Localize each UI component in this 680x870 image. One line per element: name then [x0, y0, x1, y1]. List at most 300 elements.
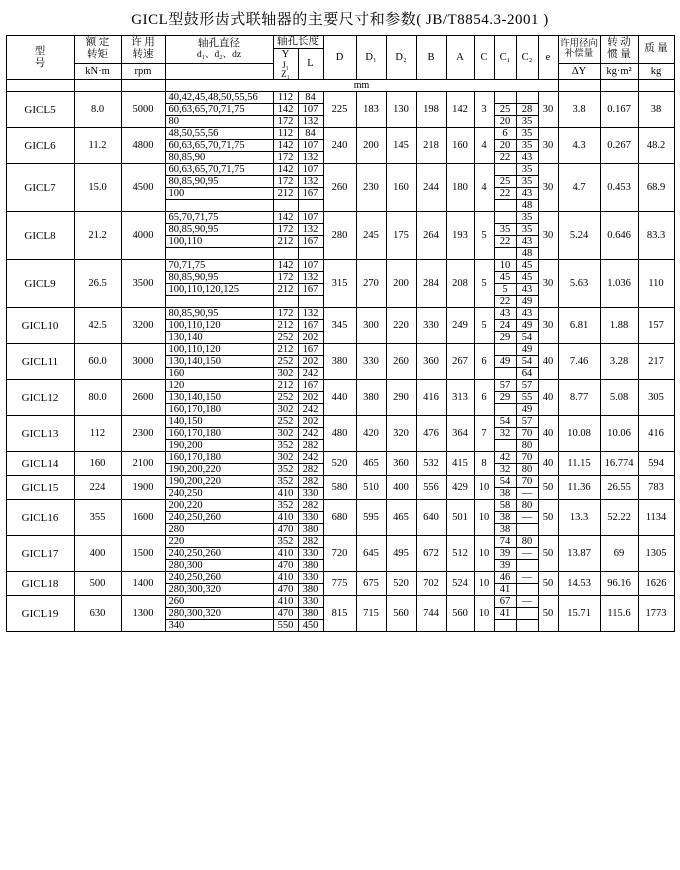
cell-bore-len-y: 212: [273, 236, 298, 248]
header-allow-comp-l1: 许用径向: [559, 38, 598, 49]
cell-model: GICL10: [6, 308, 74, 344]
cell-A: 512: [446, 536, 474, 572]
cell-A: 524: [446, 572, 474, 596]
cell-C1: 41: [494, 584, 516, 596]
cell-bore-len-l: 167: [298, 344, 323, 356]
cell-C1: [494, 404, 516, 416]
cell-inertia: 1.036: [600, 260, 638, 308]
cell-model: GICL8: [6, 212, 74, 260]
cell-D1: 465: [356, 452, 386, 476]
header-C1: C₁: [494, 36, 516, 80]
cell-C1: [494, 368, 516, 380]
cell-inertia: 16.774: [600, 452, 638, 476]
cell-bore-len-l: 167: [298, 380, 323, 392]
cell-bore-len-y: [273, 248, 298, 260]
cell-C1: 22: [494, 296, 516, 308]
cell-bore-dia: 80: [165, 116, 273, 128]
cell-rated-torque: 60.0: [74, 344, 121, 380]
mm-spacer-dy: [558, 80, 600, 92]
cell-bore-dia: 100: [165, 188, 273, 200]
cell-bore-dia: 220: [165, 536, 273, 548]
header-rated-torque: [74, 36, 121, 64]
header-D: D: [323, 36, 356, 80]
cell-D1: 645: [356, 536, 386, 572]
cell-C2: 28: [516, 104, 538, 116]
cell-e: 30: [538, 260, 558, 308]
cell-inertia: 69: [600, 536, 638, 572]
cell-inertia: 0.267: [600, 128, 638, 164]
cell-C2: 48: [516, 248, 538, 260]
cell-A: 429: [446, 476, 474, 500]
cell-C1: 54: [494, 416, 516, 428]
cell-C1: 29: [494, 332, 516, 344]
cell-D2: 465: [386, 500, 416, 536]
cell-C2: 35: [516, 176, 538, 188]
cell-C1: 42: [494, 452, 516, 464]
cell-C2: 35: [516, 116, 538, 128]
cell-e: 30: [538, 164, 558, 212]
cell-bore-len-l: 107: [298, 260, 323, 272]
cell-bore-dia: 120: [165, 380, 273, 392]
cell-bore-len-l: 282: [298, 536, 323, 548]
cell-bore-len-l: 450: [298, 620, 323, 632]
cell-model: GICL18: [6, 572, 74, 596]
cell-bore-dia: 40,42,45,48,50,55,56: [165, 92, 273, 104]
cell-inertia: 0.646: [600, 212, 638, 260]
table-row: [6, 164, 674, 176]
cell-bore-dia: 200,220: [165, 500, 273, 512]
header-row-1: [6, 36, 674, 49]
mm-label: mm: [165, 80, 558, 92]
cell-bore-len-y: 410: [273, 488, 298, 500]
cell-D2: 495: [386, 536, 416, 572]
cell-A: 208: [446, 260, 474, 308]
cell-D2: 260: [386, 344, 416, 380]
cell-D: 680: [323, 500, 356, 536]
cell-A: 501: [446, 500, 474, 536]
cell-D: 720: [323, 536, 356, 572]
cell-bore-len-y: 212: [273, 344, 298, 356]
cell-rated-torque: 500: [74, 572, 121, 596]
cell-mass: 416: [638, 416, 674, 452]
cell-C2: 45: [516, 260, 538, 272]
cell-bore-dia: 280,300,320: [165, 608, 273, 620]
cell-C2: 35: [516, 224, 538, 236]
cell-bore-len-y: 172: [273, 152, 298, 164]
cell-C1: [494, 164, 516, 176]
cell-bore-dia: 160,170,180: [165, 452, 273, 464]
cell-bore-dia: 100,110: [165, 236, 273, 248]
cell-allow-comp: 4.3: [558, 128, 600, 164]
cell-C1: 25: [494, 176, 516, 188]
table-row: [6, 212, 674, 224]
cell-bore-len-l: 242: [298, 368, 323, 380]
cell-model: GICL13: [6, 416, 74, 452]
cell-bore-len-l: 132: [298, 308, 323, 320]
cell-C2: 43: [516, 284, 538, 296]
cell-allow-speed: 1900: [121, 476, 165, 500]
cell-D: 580: [323, 476, 356, 500]
cell-bore-dia: 60,63,65,70,71,75: [165, 140, 273, 152]
cell-e: 40: [538, 344, 558, 380]
cell-A: 193: [446, 212, 474, 260]
header-D1: D₁: [356, 36, 386, 80]
cell-bore-dia: 80,85,90,95: [165, 308, 273, 320]
header-rated-torque-unit: kN·m: [74, 63, 121, 79]
cell-C: 4: [474, 128, 494, 164]
cell-inertia: 115.6: [600, 596, 638, 632]
cell-C2: 45: [516, 272, 538, 284]
cell-C1: [494, 440, 516, 452]
cell-C2: 49: [516, 296, 538, 308]
cell-bore-dia: 160: [165, 368, 273, 380]
cell-D2: 130: [386, 92, 416, 128]
table-row: [6, 536, 674, 548]
cell-bore-len-y: 212: [273, 380, 298, 392]
cell-bore-len-l: 202: [298, 332, 323, 344]
cell-bore-len-l: 330: [298, 512, 323, 524]
table-row: [6, 416, 674, 428]
cell-allow-speed: 1300: [121, 596, 165, 632]
cell-C1: 54: [494, 476, 516, 488]
cell-inertia: 1.88: [600, 308, 638, 344]
cell-D2: 560: [386, 596, 416, 632]
cell-allow-comp: 4.7: [558, 164, 600, 212]
cell-inertia: 0.453: [600, 164, 638, 212]
header-bore-dia: [165, 36, 273, 64]
cell-allow-speed: 3000: [121, 344, 165, 380]
cell-C2: 57: [516, 416, 538, 428]
cell-C: 6: [474, 380, 494, 416]
cell-allow-speed: 3200: [121, 308, 165, 344]
cell-C2: 43: [516, 308, 538, 320]
cell-bore-len-y: 142: [273, 212, 298, 224]
header-allow-speed: [121, 36, 165, 64]
cell-B: 744: [416, 596, 446, 632]
cell-allow-speed: 1500: [121, 536, 165, 572]
cell-model: GICL5: [6, 92, 74, 128]
cell-e: 50: [538, 476, 558, 500]
cell-bore-len-l: 282: [298, 464, 323, 476]
header-A: A: [446, 36, 474, 80]
cell-D: 240: [323, 128, 356, 164]
cell-bore-len-y: 470: [273, 524, 298, 536]
cell-C1: [494, 620, 516, 632]
cell-allow-comp: 14.53: [558, 572, 600, 596]
coupling-spec-table: [6, 35, 675, 632]
cell-D2: 220: [386, 308, 416, 344]
cell-D1: 420: [356, 416, 386, 452]
cell-bore-dia: 60,63,65,70,71,75: [165, 104, 273, 116]
mm-spacer-torque: [74, 80, 121, 92]
cell-C1: 38: [494, 512, 516, 524]
cell-bore-len-l: 330: [298, 596, 323, 608]
cell-bore-len-l: 282: [298, 500, 323, 512]
cell-B: 284: [416, 260, 446, 308]
header-allow-speed-unit: rpm: [121, 63, 165, 79]
mm-spacer-speed: [121, 80, 165, 92]
header-bore-dia-spacer: [165, 63, 273, 79]
header-inertia: [600, 36, 638, 64]
cell-D1: 300: [356, 308, 386, 344]
cell-bore-len-l: 380: [298, 608, 323, 620]
cell-bore-len-y: [273, 296, 298, 308]
cell-C2: —: [516, 548, 538, 560]
cell-C1: 57: [494, 380, 516, 392]
cell-bore-len-y: [273, 200, 298, 212]
cell-B: 218: [416, 128, 446, 164]
cell-D1: 183: [356, 92, 386, 128]
cell-C2: 80: [516, 440, 538, 452]
cell-bore-len-y: 212: [273, 188, 298, 200]
header-bore-dia-label: 轴孔直径: [198, 37, 240, 49]
cell-C2: —: [516, 488, 538, 500]
cell-allow-speed: 1400: [121, 572, 165, 596]
cell-C1: 24: [494, 320, 516, 332]
cell-C: 5: [474, 212, 494, 260]
header-rated-torque-l2: 转矩: [87, 49, 108, 61]
cell-C1: 32: [494, 464, 516, 476]
header-allow-comp: [558, 36, 600, 64]
mm-spacer-model: [6, 80, 74, 92]
cell-e: 30: [538, 128, 558, 164]
header-bore-len-y: [273, 49, 298, 80]
cell-C2: 70: [516, 428, 538, 440]
table-row: [6, 452, 674, 464]
header-inertia-l2: 惯 量: [607, 49, 631, 61]
cell-A: 142: [446, 92, 474, 128]
cell-D1: 245: [356, 212, 386, 260]
header-inertia-unit: kg·m²: [600, 63, 638, 79]
cell-e: 30: [538, 308, 558, 344]
cell-A: 415: [446, 452, 474, 476]
cell-allow-speed: 4500: [121, 164, 165, 212]
table-row: [6, 344, 674, 356]
cell-bore-dia: 340: [165, 620, 273, 632]
cell-D: 315: [323, 260, 356, 308]
cell-rated-torque: 42.5: [74, 308, 121, 344]
cell-e: 30: [538, 212, 558, 260]
cell-inertia: 96.16: [600, 572, 638, 596]
cell-model: GICL17: [6, 536, 74, 572]
cell-bore-len-l: 330: [298, 572, 323, 584]
cell-C1: 74: [494, 536, 516, 548]
cell-C1: 29: [494, 392, 516, 404]
header-allow-comp-sym: ΔY: [558, 63, 600, 79]
cell-bore-len-y: 302: [273, 428, 298, 440]
header-bore-len: 轴孔长度: [273, 36, 323, 49]
table-row: [6, 572, 674, 584]
cell-bore-len-l: 202: [298, 392, 323, 404]
cell-inertia: 3.28: [600, 344, 638, 380]
cell-C2: 70: [516, 476, 538, 488]
cell-e: 40: [538, 380, 558, 416]
cell-A: 267: [446, 344, 474, 380]
cell-bore-dia: 48,50,55,56: [165, 128, 273, 140]
cell-allow-speed: 3500: [121, 260, 165, 308]
cell-allow-comp: 11.15: [558, 452, 600, 476]
cell-C2: 49: [516, 320, 538, 332]
cell-rated-torque: 11.2: [74, 128, 121, 164]
table-row: [6, 308, 674, 320]
header-model-line2: 号: [34, 57, 46, 69]
cell-B: 360: [416, 344, 446, 380]
cell-bore-len-y: 410: [273, 596, 298, 608]
cell-B: 198: [416, 92, 446, 128]
cell-bore-len-l: 132: [298, 272, 323, 284]
cell-bore-len-y: 142: [273, 104, 298, 116]
cell-model: GICL14: [6, 452, 74, 476]
cell-bore-len-y: 172: [273, 224, 298, 236]
cell-bore-dia: 130,140,150: [165, 356, 273, 368]
cell-bore-dia: 130,140: [165, 332, 273, 344]
cell-inertia: 0.167: [600, 92, 638, 128]
cell-C1: 39: [494, 560, 516, 572]
table-row: [6, 260, 674, 272]
header-allow-speed-l2: 转速: [132, 49, 154, 61]
cell-D: 480: [323, 416, 356, 452]
cell-C2: 49: [516, 344, 538, 356]
cell-C1: 22: [494, 236, 516, 248]
cell-bore-len-l: 167: [298, 284, 323, 296]
cell-C2: 35: [516, 128, 538, 140]
cell-D2: 175: [386, 212, 416, 260]
cell-bore-len-l: 167: [298, 188, 323, 200]
cell-D: 380: [323, 344, 356, 380]
cell-bore-len-l: 132: [298, 224, 323, 236]
cell-bore-len-y: 172: [273, 308, 298, 320]
cell-C: 10: [474, 536, 494, 572]
cell-B: 264: [416, 212, 446, 260]
cell-bore-len-l: 202: [298, 356, 323, 368]
cell-C: 6: [474, 344, 494, 380]
cell-rated-torque: 15.0: [74, 164, 121, 212]
table-row: [6, 380, 674, 392]
cell-C: 5: [474, 260, 494, 308]
cell-C1: 38: [494, 488, 516, 500]
cell-bore-len-y: 410: [273, 512, 298, 524]
cell-mass: 1773: [638, 596, 674, 632]
cell-B: 556: [416, 476, 446, 500]
cell-B: 672: [416, 536, 446, 572]
cell-D2: 320: [386, 416, 416, 452]
cell-bore-len-l: 167: [298, 320, 323, 332]
cell-D: 520: [323, 452, 356, 476]
cell-C2: 35: [516, 164, 538, 176]
mm-spacer-mass: [638, 80, 674, 92]
cell-bore-len-l: 380: [298, 584, 323, 596]
cell-model: GICL16: [6, 500, 74, 536]
cell-allow-speed: 2100: [121, 452, 165, 476]
header-row-mm: [6, 80, 674, 92]
cell-C2: 64: [516, 368, 538, 380]
cell-bore-len-y: 550: [273, 620, 298, 632]
cell-rated-torque: 630: [74, 596, 121, 632]
cell-C2: [516, 584, 538, 596]
cell-bore-len-y: 112: [273, 128, 298, 140]
cell-allow-comp: 5.63: [558, 260, 600, 308]
cell-C1: 45: [494, 272, 516, 284]
header-bore-len-l: L: [298, 49, 323, 80]
cell-rated-torque: 112: [74, 416, 121, 452]
cell-C1: [494, 248, 516, 260]
cell-rated-torque: 8.0: [74, 92, 121, 128]
cell-D2: 200: [386, 260, 416, 308]
cell-mass: 594: [638, 452, 674, 476]
cell-bore-len-l: 282: [298, 476, 323, 488]
cell-bore-dia: 190,200,220: [165, 476, 273, 488]
cell-C2: [516, 524, 538, 536]
cell-C2: 70: [516, 452, 538, 464]
cell-C2: [516, 608, 538, 620]
cell-bore-len-l: 282: [298, 440, 323, 452]
cell-C: 10: [474, 476, 494, 500]
cell-C1: 46: [494, 572, 516, 584]
cell-B: 330: [416, 308, 446, 344]
cell-mass: 217: [638, 344, 674, 380]
cell-D1: 200: [356, 128, 386, 164]
cell-rated-torque: 400: [74, 536, 121, 572]
cell-bore-dia: 140,150: [165, 416, 273, 428]
cell-allow-comp: 7.46: [558, 344, 600, 380]
cell-A: 180: [446, 164, 474, 212]
cell-bore-dia: 160,170,180: [165, 404, 273, 416]
cell-allow-comp: 15.71: [558, 596, 600, 632]
cell-bore-len-y: 352: [273, 464, 298, 476]
cell-bore-dia: 160,170,180: [165, 428, 273, 440]
cell-B: 640: [416, 500, 446, 536]
cell-model: GICL15: [6, 476, 74, 500]
cell-bore-dia: 80,85,90,95: [165, 272, 273, 284]
cell-C1: 25: [494, 104, 516, 116]
cell-e: 50: [538, 596, 558, 632]
cell-C2: —: [516, 572, 538, 584]
cell-bore-dia: 240,250,260: [165, 548, 273, 560]
cell-bore-len-l: 242: [298, 428, 323, 440]
cell-C1: 39: [494, 548, 516, 560]
cell-bore-dia: 130,140,150: [165, 392, 273, 404]
cell-e: 50: [538, 500, 558, 536]
cell-A: 160: [446, 128, 474, 164]
cell-allow-comp: 6.81: [558, 308, 600, 344]
cell-bore-len-y: 470: [273, 560, 298, 572]
cell-e: 40: [538, 452, 558, 476]
cell-bore-dia: 65,70,71,75: [165, 212, 273, 224]
table-row: [6, 500, 674, 512]
cell-C2: 54: [516, 356, 538, 368]
cell-C2: 49: [516, 404, 538, 416]
cell-e: 50: [538, 536, 558, 572]
cell-allow-comp: 5.24: [558, 212, 600, 260]
cell-B: 416: [416, 380, 446, 416]
cell-bore-len-y: 352: [273, 440, 298, 452]
cell-bore-len-l: 107: [298, 104, 323, 116]
cell-B: 476: [416, 416, 446, 452]
cell-C2: [516, 620, 538, 632]
cell-bore-dia: 240,250: [165, 488, 273, 500]
cell-A: 313: [446, 380, 474, 416]
cell-C: 10: [474, 500, 494, 536]
cell-bore-dia: [165, 200, 273, 212]
header-model-line1: 型: [34, 45, 46, 57]
cell-allow-comp: 13.87: [558, 536, 600, 572]
cell-mass: 83.3: [638, 212, 674, 260]
header-C2: C₂: [516, 36, 538, 80]
cell-C1: 20: [494, 116, 516, 128]
cell-allow-comp: 10.08: [558, 416, 600, 452]
cell-bore-dia: 100,110,120: [165, 344, 273, 356]
cell-C: 5: [474, 308, 494, 344]
